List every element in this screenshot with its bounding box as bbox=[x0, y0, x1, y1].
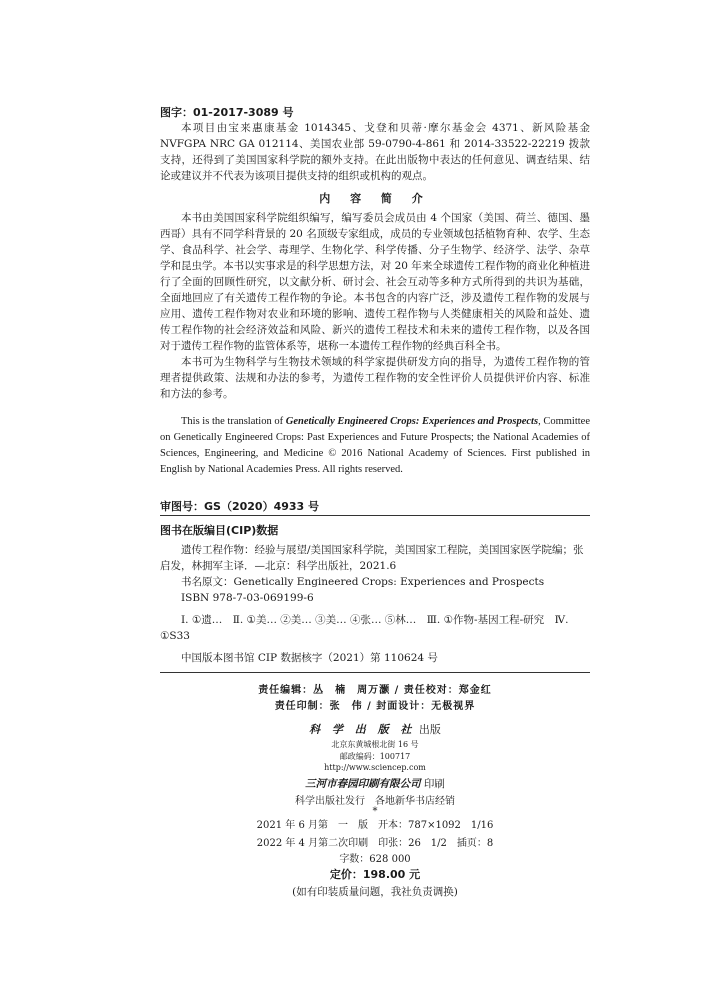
credits-printing: 责任印制：张 伟 / 封面设计：无极视界 bbox=[274, 701, 476, 712]
summary-paragraph-2: 本书可为生物科学与生物技术领域的科学家提供研发方向的指导，为遗传工程作物的管理者提供政策、法规和办法的参考，为遗传工程作物的安全性评价人员提供评价内容、标准和方法的参考。 bbox=[160, 356, 590, 400]
publisher-name: 科 学 出 版 社 bbox=[309, 723, 416, 736]
cip-isbn: ISBN 978-7-03-069199-6 bbox=[181, 592, 314, 604]
cip-library-number: 中国版本图书馆 CIP 数据核字（2021）第 110624 号 bbox=[181, 652, 438, 664]
edition-first: 2021 年 6 月第 一 版 开本：787×1092 1/16 bbox=[256, 820, 494, 831]
credits-editors: 责任编辑：丛 楠 周万灏 / 责任校对：郑金红 bbox=[258, 685, 492, 696]
printer-line bbox=[160, 776, 590, 791]
translation-note bbox=[160, 414, 590, 478]
cip-entry: 遗传工程作物：经验与展望/美国国家科学院，美国国家工程院，美国国家医学院编；张启发，林拥军主译．—北京：科学出版社，2021.6 bbox=[160, 544, 584, 572]
translation-note-pre: This is the translation of bbox=[181, 416, 286, 427]
contract-number: 图字：01-2017-3089 号 bbox=[160, 106, 294, 119]
distribution-line: 科学出版社发行 各地新华书店经销 bbox=[295, 796, 455, 807]
edition-second: 2022 年 4 月第二次印刷 印张：26 1/2 插页：8 bbox=[256, 838, 494, 849]
printer-suffix: 印刷 bbox=[423, 778, 445, 790]
cip-original-title: 书名原文：Genetically Engineered Crops: Experiences and Prospects bbox=[181, 576, 545, 588]
publisher-address: 北京东黄城根北街 16 号 bbox=[331, 740, 419, 749]
divider-bottom bbox=[160, 672, 590, 673]
price: 定价：198.00 元 bbox=[329, 868, 421, 881]
divider-top bbox=[160, 515, 590, 516]
cip-title: 图书在版编目(CIP)数据 bbox=[160, 524, 279, 537]
publisher-suffix: 出版 bbox=[418, 723, 441, 736]
translation-note-title: Genetically Engineered Crops: Experiences and Prospects bbox=[285, 416, 539, 427]
printer-name: 三河市春园印刷有限公司 bbox=[305, 778, 421, 790]
quality-notice: (如有印装质量问题，我社负责调换) bbox=[292, 886, 458, 898]
publisher-line bbox=[160, 721, 590, 737]
funding-statement: 本项目由宝来惠康基金 1014345、戈登和贝蒂·摩尔基金会 4371、新风险基金 NVFGPA NRC GA 012114、美国农业部 59-0790-4-861 和 2014-33522-22219 拨款支持，还得到了美国国家科学院的额外支持。在此出版物中表达的任何意见、调查结果、结论或建议并不代表为该项目提供支持的组织或机构的观点。 bbox=[160, 122, 590, 182]
cip-classification: Ⅰ. ①遗… Ⅱ. ①美… ②美… ③美… ④张… ⑤林… Ⅲ. ①作物-基因工程-研究 Ⅳ. ①S33 bbox=[160, 614, 569, 642]
summary-heading: 内 容 简 介 bbox=[319, 192, 431, 205]
word-count: 字数：628 000 bbox=[339, 854, 411, 865]
publisher-postcode: 邮政编码：100717 bbox=[339, 752, 411, 761]
publisher-url: http://www.sciencep.com bbox=[324, 763, 426, 772]
map-review-number: 审图号：GS（2020）4933 号 bbox=[160, 500, 320, 513]
translation-note-post: , Committee on Genetically Engineered Crops: Past Experiences and Future Prospects; the National Academies of Sciences, Engineering, and Medicine © 2016 National Academy of Sciences. First published in English by National Academies Press. All rights reserved. bbox=[160, 416, 590, 475]
separator-star: * bbox=[372, 806, 378, 817]
summary-paragraph-1: 本书由美国国家科学院组织编写，编写委员会成员由 4 个国家（美国、荷兰、德国、墨西哥）具有不同学科背景的 20 名顶级专家组成，成员的专业领域包括植物育种、农学、生态学、食品科学、社会学、毒理学、生物化学、科学传播、分子生物学、经济学、法学、杂草学和昆虫学。本书以实事求是的科学思想方法，对 20 年来全球遗传工程作物的商业化种植进行了全面的回顾性研究，以文献分析、研讨会、社会互动等多种方式所得到的共识为基础，全面地回应了有关遗传工程作物的争论。本书包含的内容广泛，涉及遗传工程作物的发展与应用、遗传工程作物对农业和环境的影响、遗传工程作物与人类健康相关的风险和益处、遗传工程作物的社会经济效益和风险、新兴的遗传工程技术和未来的遗传工程作物，以及各国对于遗传工程作物的监管体系等，堪称一本遗传工程作物的经典百科全书。 bbox=[160, 212, 590, 352]
